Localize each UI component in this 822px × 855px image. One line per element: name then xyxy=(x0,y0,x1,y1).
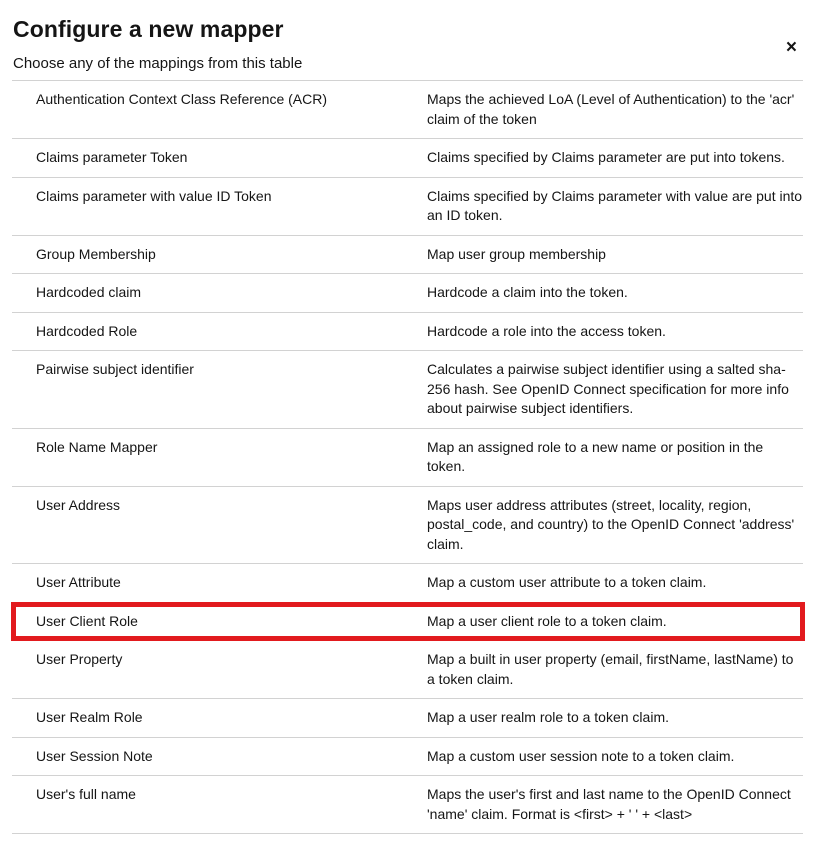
mapper-description: Claims specified by Claims parameter with value are put into an ID token. xyxy=(427,187,803,223)
mapper-description: Maps user address attributes (street, locality, region, postal_code, and country) to the OpenID Connect 'address' claim. xyxy=(427,496,795,552)
table-row[interactable] xyxy=(12,139,803,178)
mapper-description: Calculates a pairwise subject identifier using a salted sha-256 hash. See OpenID Connect specification for more info about pairwise subject identifiers. xyxy=(427,361,789,416)
mapper-description: Hardcode a role into the access token. xyxy=(427,322,666,339)
table-row[interactable] xyxy=(12,236,803,275)
mapper-name[interactable]: User Realm Role xyxy=(36,709,143,725)
mapper-name[interactable]: User Attribute xyxy=(36,574,121,590)
table-row[interactable] xyxy=(12,487,803,565)
mapper-name[interactable]: Claims parameter with value ID Token xyxy=(36,187,272,204)
mapper-name[interactable]: Hardcoded claim xyxy=(36,284,142,300)
mapper-description: Map a custom user session note to a token claim. xyxy=(427,747,735,764)
mapper-description: Map a built in user property (email, firstName, lastName) to a token claim. xyxy=(427,651,794,687)
table-row[interactable] xyxy=(12,313,803,352)
table-row[interactable] xyxy=(12,81,803,139)
mapper-name[interactable]: User Client Role xyxy=(36,612,138,629)
dialog-subtitle: Choose any of the mappings from this table xyxy=(13,55,303,72)
mapper-description: Map a user realm role to a token claim. xyxy=(427,709,669,725)
table-row[interactable] xyxy=(12,738,803,777)
table-row[interactable] xyxy=(12,351,803,429)
table-row[interactable] xyxy=(12,178,803,236)
table-row[interactable] xyxy=(12,429,803,487)
mapper-name[interactable]: Authentication Context Class Reference (ACR) xyxy=(36,91,328,107)
mapper-name[interactable]: User Property xyxy=(36,651,123,667)
mapper-name[interactable]: User's full name xyxy=(36,786,136,802)
mapper-description: Map user group membership xyxy=(427,245,606,262)
mapper-name[interactable]: Group Membership xyxy=(36,245,156,262)
mapper-description: Claims specified by Claims parameter are put into tokens. xyxy=(427,149,785,165)
table-row[interactable] xyxy=(12,274,803,313)
table-row[interactable] xyxy=(12,699,803,738)
mapper-name[interactable]: Claims parameter Token xyxy=(36,149,188,165)
table-row[interactable] xyxy=(12,776,803,834)
mapper-name[interactable]: User Session Note xyxy=(36,747,153,764)
table-row-highlighted[interactable] xyxy=(12,603,803,642)
mapper-description: Maps the achieved LoA (Level of Authentication) to the 'acr' claim of the token xyxy=(427,91,795,127)
mapper-name[interactable]: Role Name Mapper xyxy=(36,438,158,455)
mapper-description: Map an assigned role to a new name or position in the token. xyxy=(427,438,764,474)
table-row[interactable] xyxy=(12,641,803,699)
mapper-table xyxy=(12,80,803,834)
mapper-description: Hardcode a claim into the token. xyxy=(427,284,628,300)
configure-mapper-dialog xyxy=(0,14,822,855)
mapper-name[interactable]: Hardcoded Role xyxy=(36,322,138,339)
close-icon[interactable]: × xyxy=(782,36,801,59)
mapper-name[interactable]: Pairwise subject identifier xyxy=(36,361,194,377)
table-row[interactable] xyxy=(12,564,803,603)
mapper-name[interactable]: User Address xyxy=(36,496,121,513)
dialog-title: Configure a new mapper xyxy=(13,16,284,42)
mapper-description: Map a custom user attribute to a token claim. xyxy=(427,574,707,590)
mapper-description: Maps the user's first and last name to the OpenID Connect 'name' claim. Format is <first> + ' ' + <last> xyxy=(427,786,791,822)
mapper-description: Map a user client role to a token claim. xyxy=(427,612,667,629)
